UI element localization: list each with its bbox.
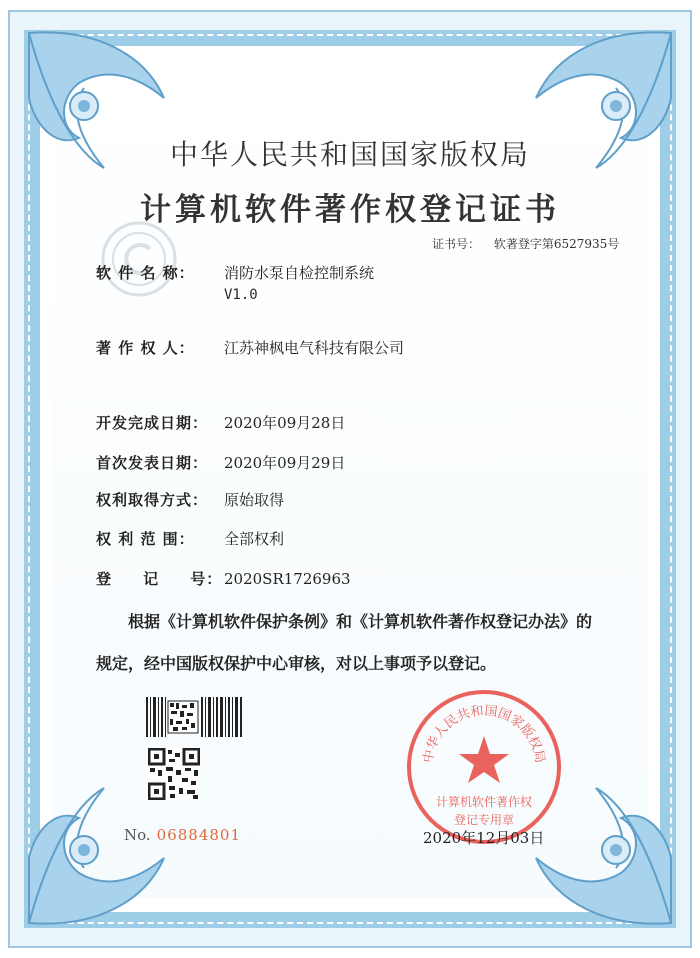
seal-outer-text: 中华人民共和国国家版权局 — [420, 703, 548, 765]
seal-line-1: 计算机软件著作权 — [435, 795, 533, 809]
software-version: V1.0 — [224, 287, 258, 303]
software-name-label: 软 件 名 称： — [96, 264, 195, 282]
registration-number-value: 2020SR1726963 — [224, 570, 351, 588]
rights-scope-label: 权 利 范 围： — [96, 530, 195, 548]
registration-number-row — [96, 568, 351, 589]
acquisition-method-label: 权利取得方式： — [96, 491, 209, 509]
seal-line-2: 登记专用章 — [453, 813, 515, 827]
rights-scope-value: 全部权利 — [224, 530, 285, 548]
official-seal-icon — [405, 688, 563, 846]
publication-date-value: 2020年09月29日 — [224, 454, 346, 472]
serial-prefix: No. — [124, 826, 151, 844]
completion-date-row — [96, 412, 345, 433]
corner-ornament-icon — [24, 778, 174, 928]
copyright-watermark-icon — [98, 218, 180, 300]
certificate-title: 计算机软件著作权登记证书 — [140, 192, 560, 228]
publication-date-label: 首次发表日期： — [96, 454, 209, 472]
copyright-owner-row — [96, 337, 404, 358]
completion-date-label: 开发完成日期： — [96, 414, 209, 432]
certificate-number-label: 证书号： — [432, 237, 481, 251]
serial-value: 06884801 — [156, 826, 242, 844]
acquisition-method-row — [96, 489, 284, 510]
acquisition-method-value: 原始取得 — [224, 491, 285, 509]
software-name-value: 消防水泵自检控制系统 — [224, 264, 375, 282]
certificate-number — [432, 235, 619, 252]
copyright-owner-value: 江苏神枫电气科技有限公司 — [224, 339, 405, 357]
statement-line-1: 根据《计算机软件保护条例》和《计算机软件著作权登记办法》的 — [128, 612, 593, 631]
barcode-icon — [146, 697, 242, 737]
copyright-owner-label: 著 作 权 人： — [96, 339, 195, 357]
serial-number — [124, 826, 241, 844]
issue-date: 2020年12月03日 — [423, 829, 545, 847]
software-name-row — [96, 262, 374, 283]
qr-code-icon — [148, 748, 200, 800]
rights-scope-row — [96, 528, 284, 549]
certificate-number-value: 软著登字第6527935号 — [493, 237, 620, 251]
statement-line-2: 规定，经中国版权保护中心审核，对以上事项予以登记。 — [96, 654, 497, 673]
registration-number-label: 登 记 号： — [96, 570, 223, 588]
publication-date-row — [96, 452, 345, 473]
issuer-title: 中华人民共和国国家版权局 — [169, 138, 530, 171]
completion-date-value: 2020年09月28日 — [224, 414, 346, 432]
